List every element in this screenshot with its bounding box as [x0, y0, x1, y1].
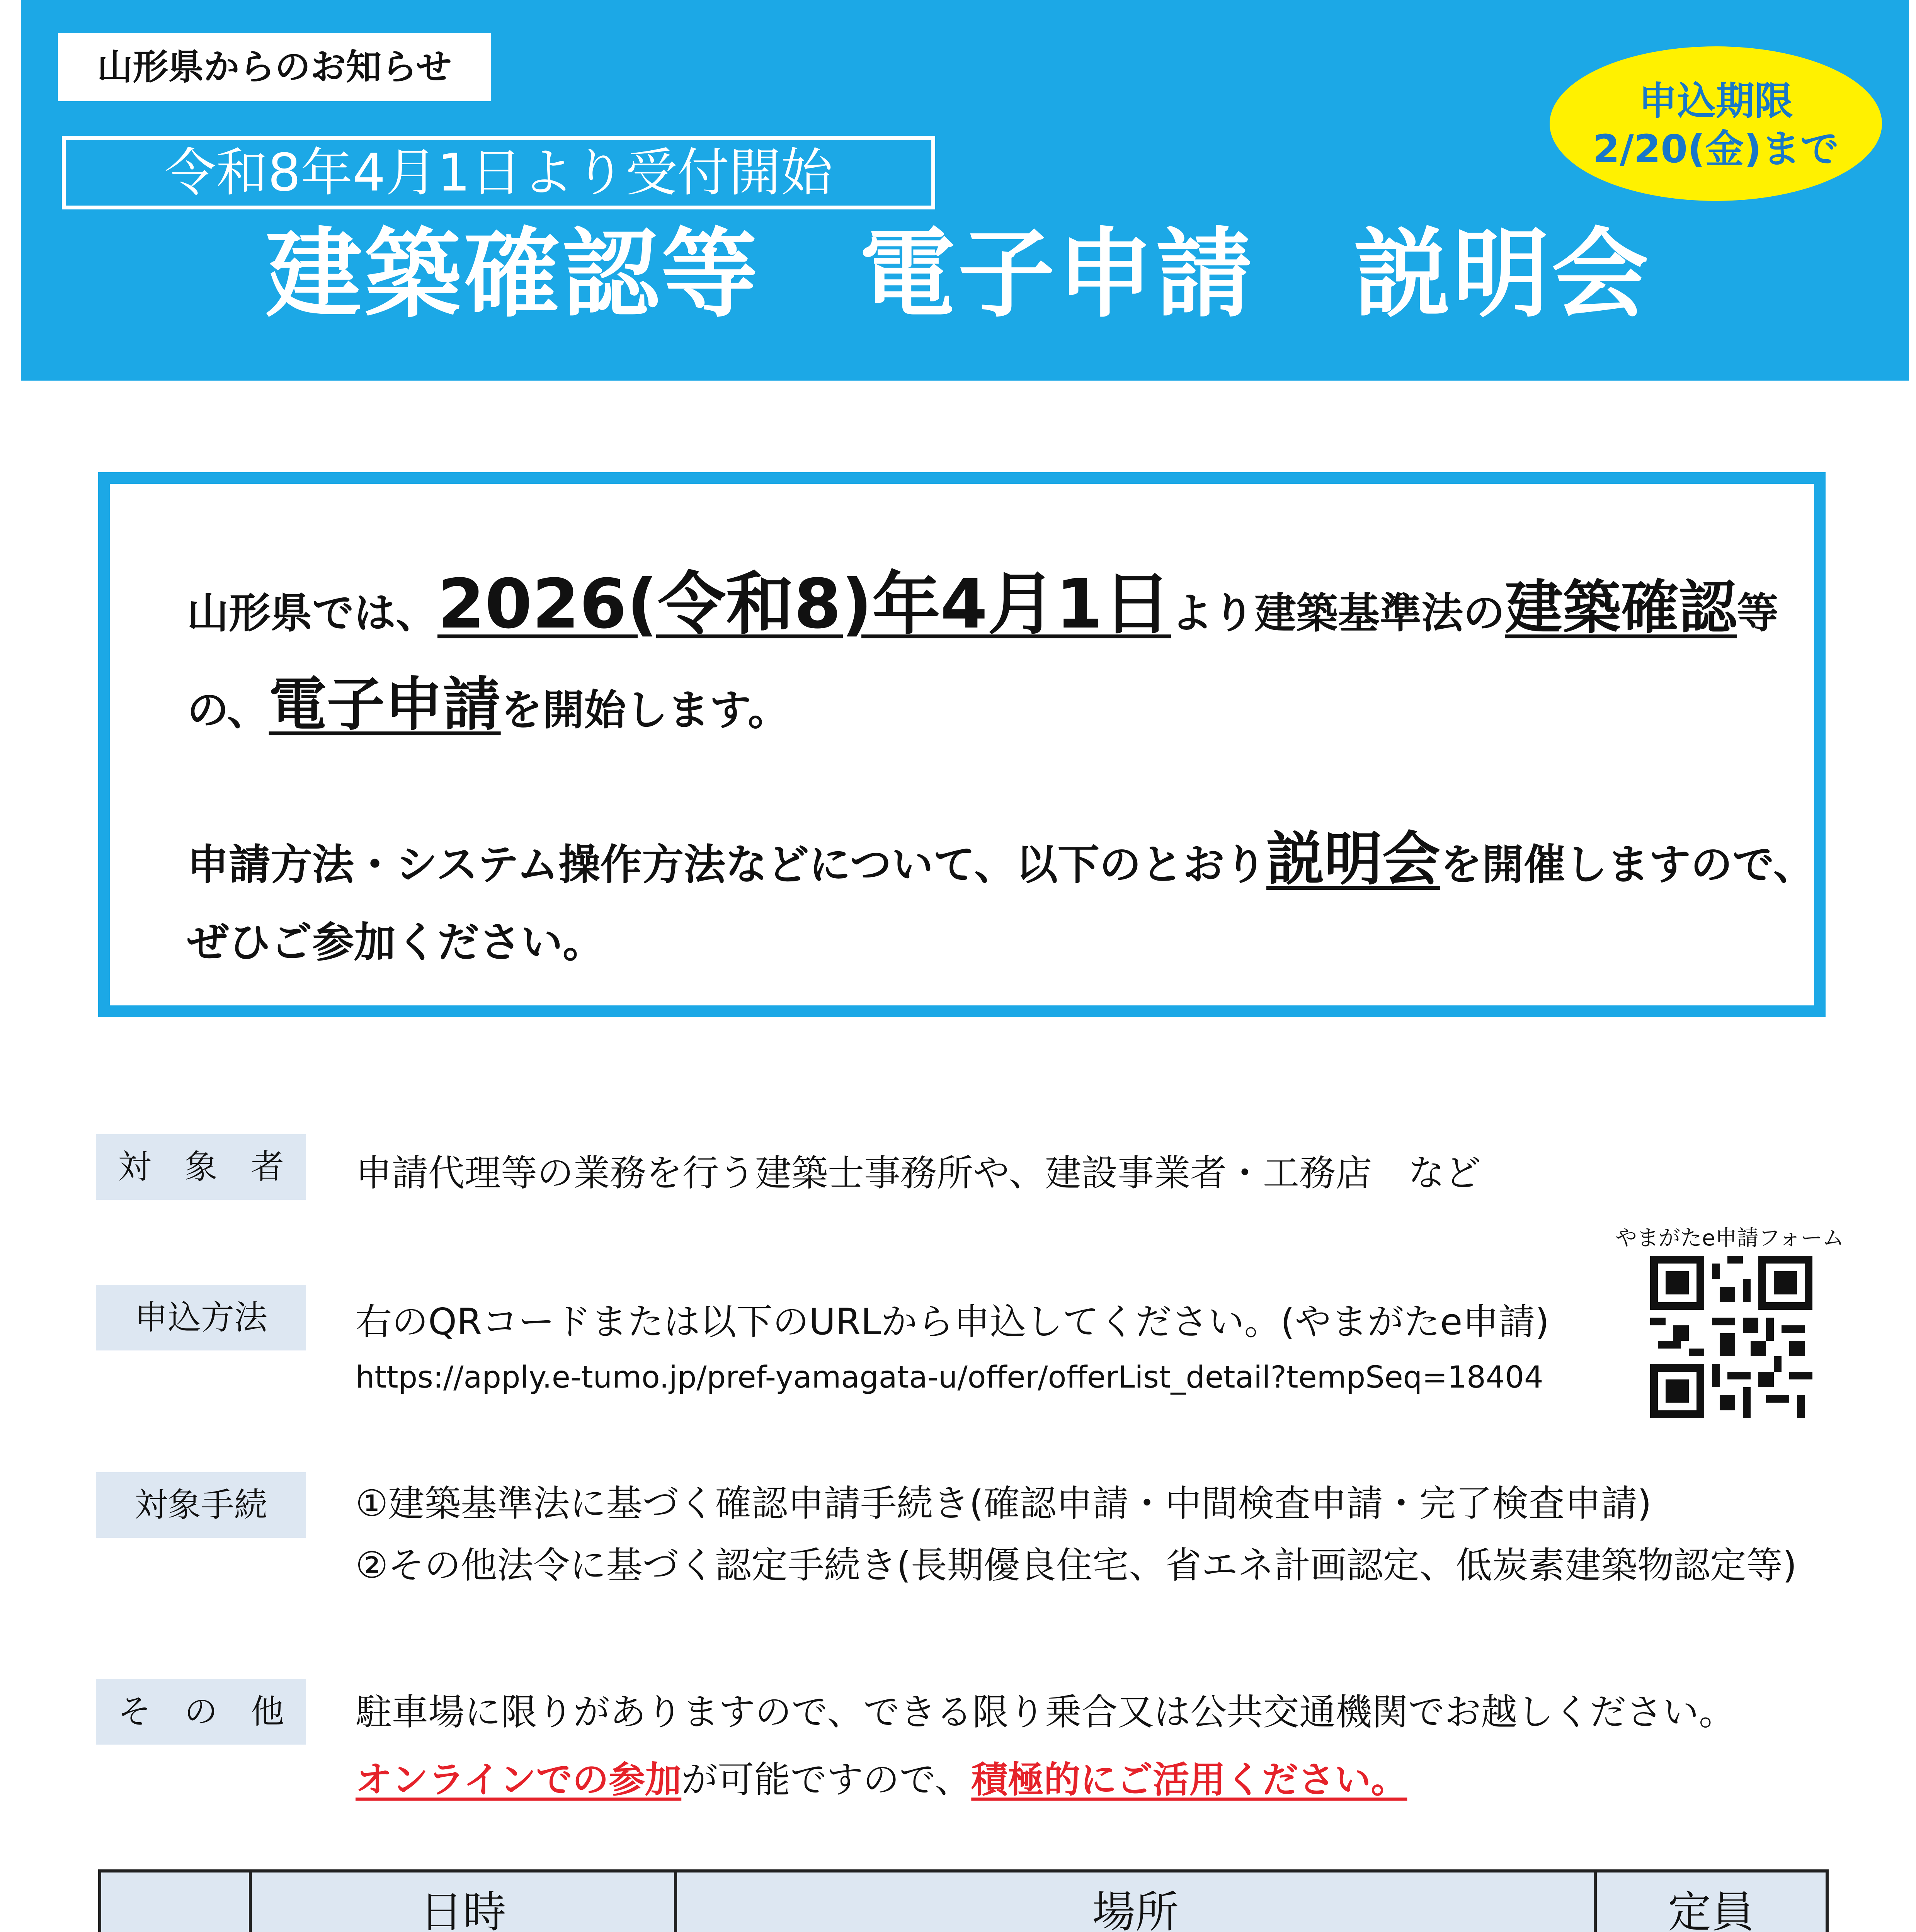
apply-text: 右のQRコードまたは以下のURLから申込してください。(やまがたe申請)	[356, 1301, 1549, 1343]
intro-text: の、	[187, 686, 269, 735]
deadline-line2: 2/20(金)まで	[1593, 126, 1839, 172]
intro-text: より建築基準法の	[1171, 589, 1505, 638]
target-label: 対 象 者	[96, 1134, 306, 1200]
start-date-box: 令和8年4月1日より受付開始	[62, 136, 935, 209]
procedure-label: 対象手続	[96, 1472, 306, 1538]
apply-url-link[interactable]: https://apply.e-tumo.jp/pref-yamagata-u/offer/offerList_detail?tempSeq=18404	[356, 1360, 1543, 1395]
notice-tag: 山形県からのお知らせ	[58, 33, 491, 101]
use-highlight: 積極的にご活用ください。	[971, 1759, 1407, 1801]
intro-text: を開催しますので、	[1440, 841, 1815, 889]
intro-keyword: 説明会	[1266, 826, 1440, 893]
other-text-2	[356, 1750, 1407, 1803]
other-text: が可能ですので、	[681, 1759, 972, 1801]
intro-text: 山形県では、	[187, 589, 438, 638]
table-header: 定員	[1595, 1871, 1827, 1932]
intro-date: 2026(令和8)年4月1日	[437, 565, 1171, 644]
online-highlight: オンラインでの参加	[356, 1759, 682, 1801]
procedure-item-2: ②その他法令に基づく認定手続き(長期優良住宅、省エネ計画認定、低炭素建築物認定等)	[356, 1544, 1797, 1587]
table-header-row	[100, 1871, 1827, 1932]
intro-text: を開始します。	[500, 686, 790, 735]
intro-line-4: ぜひご参加ください。	[187, 918, 605, 967]
table-header: 日時	[250, 1871, 676, 1932]
intro-line-3	[187, 812, 1815, 896]
intro-box	[98, 472, 1826, 1017]
intro-line-2	[187, 658, 790, 741]
qr-label: やまがたe申請フォーム	[1615, 1226, 1844, 1251]
page-title: 建築確認等 電子申請 説明会	[265, 218, 1651, 330]
intro-keyword: 建築確認	[1505, 574, 1737, 641]
deadline-badge	[1550, 46, 1882, 201]
table-header	[100, 1871, 250, 1932]
apply-label: 申込方法	[96, 1285, 306, 1350]
procedure-item-1: ①建築基準法に基づく確認申請手続き(確認申請・中間検査申請・完了検査申請)	[356, 1483, 1652, 1525]
qr-code-icon[interactable]	[1650, 1256, 1812, 1418]
intro-line-1	[187, 549, 1778, 647]
schedule-table	[98, 1869, 1829, 1932]
other-label: そ の 他	[96, 1679, 306, 1745]
intro-keyword: 電子申請	[269, 671, 501, 738]
deadline-line1: 申込期限	[1639, 78, 1793, 124]
target-text: 申請代理等の業務を行う建築士事務所や、建設事業者・工務店 など	[356, 1152, 1481, 1194]
intro-text: 申請方法・システム操作方法などについて、以下のとおり	[187, 841, 1266, 889]
intro-text: 等	[1737, 589, 1779, 638]
other-text-1: 駐車場に限りがありますので、できる限り乗合又は公共交通機関でお越しください。	[356, 1691, 1736, 1733]
table-header: 場所	[676, 1871, 1595, 1932]
